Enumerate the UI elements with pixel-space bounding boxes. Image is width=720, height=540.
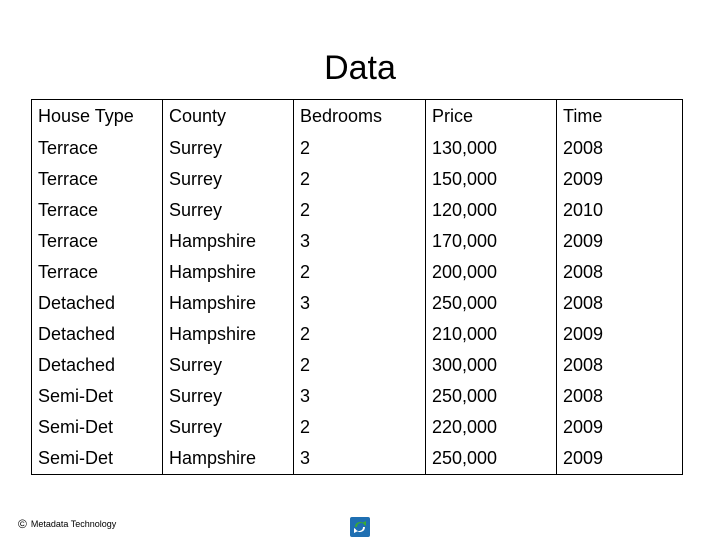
table-row — [32, 381, 683, 412]
table-cell: Surrey — [163, 133, 294, 164]
table-cell: 2 — [294, 133, 426, 164]
table-cell: 2009 — [557, 443, 683, 475]
table-cell: Semi-Det — [32, 443, 163, 475]
table-row — [32, 443, 683, 475]
table-header-row — [32, 100, 683, 134]
table-cell: 250,000 — [426, 443, 557, 475]
column-header-house-type: House Type — [32, 100, 163, 134]
metadata-logo-icon — [350, 517, 370, 537]
table-cell: Semi-Det — [32, 381, 163, 412]
table-cell: Detached — [32, 350, 163, 381]
table-row — [32, 257, 683, 288]
table-cell: Hampshire — [163, 288, 294, 319]
table-cell: 3 — [294, 443, 426, 475]
table-row — [32, 226, 683, 257]
table-cell: 3 — [294, 381, 426, 412]
table-cell: Hampshire — [163, 319, 294, 350]
table-cell: 250,000 — [426, 381, 557, 412]
table-cell: 120,000 — [426, 195, 557, 226]
table-cell: 2010 — [557, 195, 683, 226]
table-cell: Detached — [32, 319, 163, 350]
column-header-bedrooms: Bedrooms — [294, 100, 426, 134]
page-title: Data — [324, 49, 396, 87]
table-cell: Surrey — [163, 195, 294, 226]
data-table — [31, 99, 683, 475]
footer — [18, 517, 116, 531]
table-row — [32, 350, 683, 381]
table-cell: Hampshire — [163, 226, 294, 257]
table-cell: Terrace — [32, 257, 163, 288]
table-cell: 130,000 — [426, 133, 557, 164]
table-cell: 170,000 — [426, 226, 557, 257]
table-cell: 2008 — [557, 257, 683, 288]
table-cell: 2 — [294, 164, 426, 195]
logo-background — [350, 517, 370, 537]
table-row — [32, 412, 683, 443]
table-cell: Surrey — [163, 381, 294, 412]
table-cell: 2008 — [557, 133, 683, 164]
table-row — [32, 288, 683, 319]
table-cell: 3 — [294, 288, 426, 319]
table-cell: 2008 — [557, 381, 683, 412]
table-cell: 300,000 — [426, 350, 557, 381]
table-cell: 2 — [294, 257, 426, 288]
table-row — [32, 164, 683, 195]
table-cell: 200,000 — [426, 257, 557, 288]
table-cell: 2008 — [557, 288, 683, 319]
table-cell: 2009 — [557, 164, 683, 195]
table-cell: Surrey — [163, 164, 294, 195]
table-cell: 2 — [294, 350, 426, 381]
table-cell: Terrace — [32, 195, 163, 226]
table-cell: 150,000 — [426, 164, 557, 195]
table-cell: Semi-Det — [32, 412, 163, 443]
column-header-time: Time — [557, 100, 683, 134]
table-cell: 2 — [294, 319, 426, 350]
table-cell: 210,000 — [426, 319, 557, 350]
table-cell: Hampshire — [163, 257, 294, 288]
table-cell: Surrey — [163, 350, 294, 381]
table-row — [32, 133, 683, 164]
table-cell: Hampshire — [163, 443, 294, 475]
table-cell: Terrace — [32, 226, 163, 257]
table-cell: Terrace — [32, 133, 163, 164]
table-body — [32, 133, 683, 475]
table-cell: 3 — [294, 226, 426, 257]
table-cell: 250,000 — [426, 288, 557, 319]
table-cell: 2009 — [557, 319, 683, 350]
table-cell: Terrace — [32, 164, 163, 195]
column-header-county: County — [163, 100, 294, 134]
table-cell: 2 — [294, 195, 426, 226]
copyright-symbol: © — [18, 517, 27, 531]
column-header-price: Price — [426, 100, 557, 134]
table-row — [32, 195, 683, 226]
footer-text: Metadata Technology — [30, 519, 117, 529]
table-cell: Surrey — [163, 412, 294, 443]
table-cell: 2009 — [557, 226, 683, 257]
table-cell: 2 — [294, 412, 426, 443]
table-cell: 2008 — [557, 350, 683, 381]
table-cell: 2009 — [557, 412, 683, 443]
table-row — [32, 319, 683, 350]
table-cell: 220,000 — [426, 412, 557, 443]
table-cell: Detached — [32, 288, 163, 319]
